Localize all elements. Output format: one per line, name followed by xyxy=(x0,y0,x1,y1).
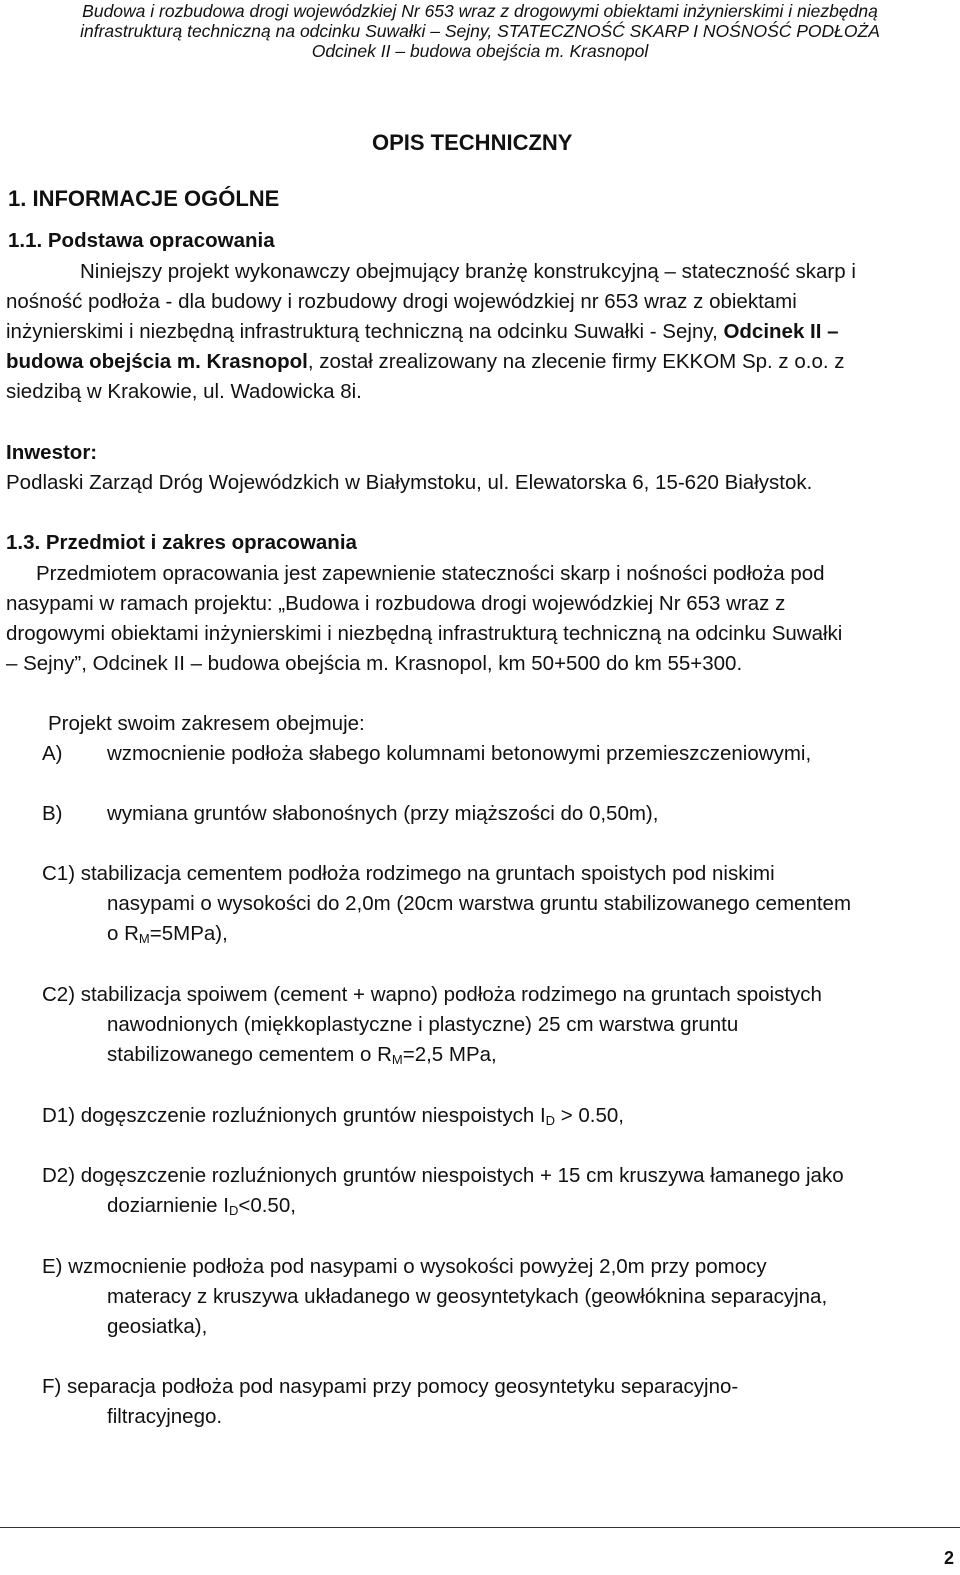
subsection-heading: 1.1. Podstawa opracowania xyxy=(8,229,275,252)
list-item: D1) dogęszczenie rozluźnionych gruntów niespoistych $I_D > 0.50$, xyxy=(42,1104,625,1128)
paragraph-line: drogowymi obiektami inżynierskimi i niezbędną infrastrukturą techniczną na odcinku Suwałki xyxy=(6,622,843,645)
paragraph-line: Przedmiotem opracowania jest zapewnienie stateczności skarp i nośności podłoża pod xyxy=(36,562,825,585)
header-line-2: infrastrukturą techniczną na odcinku Suwałki – Sejny, STATECZNOŚĆ SKARP I NOŚNOŚĆ PODŁOŻA xyxy=(80,21,880,41)
list-item-cont: nawodnionych (miękkoplastyczne i plastyczne) 25 cm warstwa gruntu xyxy=(107,1013,739,1036)
paragraph-line: inżynierskimi i niezbędną infrastrukturą techniczną na odcinku Suwałki - Sejny, Odcinek II – xyxy=(6,320,839,343)
list-item-cont: filtracyjnego. xyxy=(107,1405,223,1428)
list-item-cont: nasypami o wysokości do 2,0m (20cm warstwa gruntu stabilizowanego cementem xyxy=(107,892,852,915)
page-header xyxy=(0,0,960,64)
paragraph-line: budowa obejścia m. Krasnopol, został zrealizowany na zlecenie firmy EKKOM Sp. z o.o. z xyxy=(6,350,845,373)
list-item: C1) stabilizacja cementem podłoża rodzimego na gruntach spoistych pod niskimi xyxy=(42,862,775,885)
subsection-heading: 1.3. Przedmiot i zakres opracowania xyxy=(6,531,357,554)
list-item: D2) dogęszczenie rozluźnionych gruntów niespoistych + 15 cm kruszywa łamanego jako xyxy=(42,1164,844,1187)
list-item: C2) stabilizacja spoiwem (cement + wapno) podłoża rodzimego na gruntach spoistych xyxy=(42,983,822,1006)
paragraph-line: Niniejszy projekt wykonawczy obejmujący branżę konstrukcyjną – stateczność skarp i xyxy=(80,260,856,283)
paragraph-line: nasypami w ramach projektu: „Budowa i rozbudowa drogi wojewódzkiej Nr 653 wraz z xyxy=(6,592,786,615)
page-number: 2 xyxy=(944,1548,955,1568)
list-item: F) separacja podłoża pod nasypami przy pomocy geosyntetyku separacyjno- xyxy=(42,1375,739,1398)
list-item-label: B) xyxy=(42,802,63,825)
paragraph-line: siedzibą w Krakowie, ul. Wadowicka 8i. xyxy=(6,380,362,403)
list-item-label: A) xyxy=(42,742,63,765)
investor-text: Podlaski Zarząd Dróg Wojewódzkich w Białymstoku, ul. Elewatorska 6, 15-620 Białystok. xyxy=(6,471,813,494)
scope-intro: Projekt swoim zakresem obejmuje: xyxy=(48,712,365,735)
footer-divider xyxy=(0,1527,960,1528)
header-line-3: Odcinek II – budowa obejścia m. Krasnopol xyxy=(311,41,649,61)
list-item: wymiana gruntów słabonośnych (przy miąższości do 0,50m), xyxy=(107,802,659,825)
list-item-cont: geosiatka), xyxy=(107,1315,208,1338)
list-item: wzmocnienie podłoża słabego kolumnami betonowymi przemieszczeniowymi, xyxy=(107,742,812,765)
section-heading: 1. INFORMACJE OGÓLNE xyxy=(8,186,280,211)
investor-label: Inwestor: xyxy=(6,441,98,464)
document-title: OPIS TECHNICZNY xyxy=(372,130,573,155)
list-item-cont: o $R_M=5MPa$), xyxy=(107,922,228,946)
list-item: E) wzmocnienie podłoża pod nasypami o wysokości powyżej 2,0m przy pomocy xyxy=(42,1255,767,1278)
list-item-cont: stabilizowanego cementem o $R_M=2,5$ MPa, xyxy=(107,1043,497,1067)
list-item-cont: materacy z kruszywa układanego w geosyntetykach (geowłóknina separacyjna, xyxy=(107,1285,828,1308)
list-item-cont: doziarnienie $I_D<0.50$, xyxy=(107,1194,296,1218)
header-line-1: Budowa i rozbudowa drogi wojewódzkiej Nr 653 wraz z drogowymi obiektami inżynierskimi i niezbędną xyxy=(82,1,878,21)
paragraph-line: – Sejny”, Odcinek II – budowa obejścia m. Krasnopol, km 50+500 do km 55+300. xyxy=(6,652,743,675)
paragraph-line: nośność podłoża - dla budowy i rozbudowy drogi wojewódzkiej nr 653 wraz z obiektami xyxy=(6,290,797,313)
